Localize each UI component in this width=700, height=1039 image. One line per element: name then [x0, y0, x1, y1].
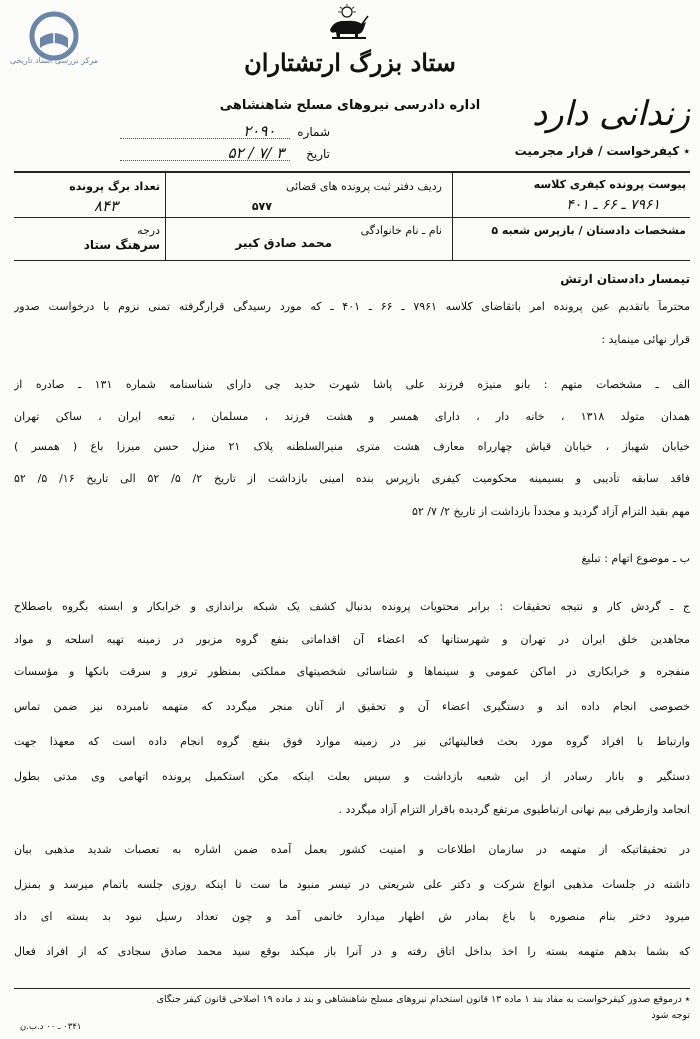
date-label: تاریخ: [306, 147, 330, 161]
rank-value: سرهنگ ستاد: [83, 238, 160, 252]
body-line: مهم بقید التزام آزاد گردید و مجدداً بازداشت از تاریخ ۲/ ۷/ ۵۲: [411, 505, 690, 518]
handwritten-title: زندانی دارد: [532, 94, 690, 134]
file-label: پیوست پرونده کیفری کلاسه: [533, 178, 686, 191]
body-line: خیابان شهباز ، خیابان قیاش چهارراه معارف هشت متری منیرالسلطنه پلاک ۲۱ منزل حسن میرزا باغ ( همسر ): [14, 440, 690, 453]
registry-value: ۵۷۷: [251, 200, 272, 213]
body-line: فاقد سابقه تأدیبی و بسیمینه محکومیت کیفری بازپرس بنده امینی بازداشت از تاریخ ۲/ ۵/ ۵۲ الی تاریخ ۱۶/ ۵/ ۵۲: [14, 472, 690, 485]
watermark-text: مرکز بررسی اسناد تاریخی: [9, 56, 99, 65]
body-line: منفجره و خرابکاری در اماکن عمومی و سینماها و شناسائی شخصیتهای مملکتی بمنظور ترور و سرقت بانکها و مؤسسات: [14, 665, 690, 678]
body-line: خصوصی انجام داده اند و دستگیری اعضاء آن و تحقیق از آنان منجر میگردد که متهمه نامبرده نیز ضمن تماس: [14, 700, 690, 713]
body-line: که بشما بدهم متهمه بسته را اخذ بداخل اتاق رفته و در آنرا باز میکند بوقع سید محمد صادق سجادی که از افراد فعال: [14, 945, 690, 958]
body-line: در تحقیقاتیکه از متهمه در سازمان اطلاعات و امنیت کشور بعمل آمده ضمن اشاره به تعصبات شدید مذهبی بیان: [14, 843, 690, 856]
count-value: ۸۴۳: [93, 197, 118, 215]
footnote-line: توجه شود: [651, 1010, 690, 1021]
form-code: ۰۳۴۱ ـ ۰۰ د.ب.ن: [20, 1022, 82, 1032]
date-value: ۳ /۷ / ۵۲: [227, 144, 285, 162]
body-line: انجامد وازطرفی بیم نهانی ارتباطیوی مرتفع گردیده باقرار التزام آزاد میگردد .: [338, 803, 690, 816]
file-value: ۷۹۶۱ ـ ۶۶ ـ ۴۰۱: [566, 197, 660, 213]
rank-label: درجه: [137, 224, 160, 237]
lion-and-sun-emblem-icon: [322, 4, 372, 40]
body-line: ب ـ موضوع اتهام : تبلیغ: [581, 552, 690, 565]
body-line: قرار نهائی مینماید :: [601, 333, 690, 346]
footer-divider: [14, 988, 690, 989]
name-label: نام ـ نام خانوادگی: [360, 224, 442, 237]
registry-label: ردیف دفتر ثبت پرونده های قضائی: [285, 180, 442, 193]
number-label: شماره: [297, 125, 330, 139]
addressee: تیمسار دادستان ارتش: [560, 272, 690, 286]
body-line: مجاهدین خلق ایران در تهران و شهرستانها که اعضاء آن اقداماتی بنفع گروه مزبور در زمینه تهیه اسلحه و مواد: [14, 633, 690, 646]
count-label: تعداد برگ پرونده: [69, 180, 160, 193]
department-title: اداره دادرسی نیروهای مسلح شاهنشاهی: [219, 98, 481, 113]
body-line: میرود دختر بنام منصوره با باغ بمادر ش اظهار میدارد خانمی آمد و چون تعداد رسیل نبود بد بسته ای داد: [14, 910, 690, 923]
body-line: همدان متولد ۱۳۱۸ ، خانه دار ، دارای همسر و هشت فرزند ، مسلمان ، تبعه ایران ، ساکن تهران: [14, 410, 690, 423]
body-line: ج ـ گردش کار و نتیجه تحقیقات : برابر محتویات پرونده بدنبال کشف یک شبکه براندازی و خرابکار و ابسته بگروه باصطلاح: [14, 600, 690, 613]
footnote-line: ٭ درموقع صدور کیفرخواست به مفاد بند ۱ ماده ۱۳ قانون استخدام نیروهای مسلح شاهنشاهی و بند د ماده ۱۹ اصلاحی قانون کیفر جنگای: [156, 994, 690, 1005]
body-line: الف ـ مشخصات متهم : بانو منیژه فرزند علی پاشا شهرت حدید چی دارای شناسنامه شماره ۱۳۱ ـ صادره از: [14, 378, 690, 391]
investigator-label: مشخصات دادستان / بازپرس شعبه ۵: [491, 224, 686, 237]
body-line: داشته در جلسات مذهبی انواع شرکت و دکتر علی شریعتی در تیسر منبود ما ست تا اینکه روزی جلسه باتمام میرسد و بمنزل: [14, 878, 690, 891]
organization-title: ستاد بزرگ ارتشتاران: [244, 48, 456, 77]
body-line: دستگیر و بانار رسادر از این شعبه بازداشت و سپس بعلت اینکه مکن استکمیل پرونده اتهامی وی مدتی بطول: [14, 770, 690, 783]
body-line: محترماً باتقدیم عین پرونده امر باتقاضای کلاسه ۷۹۶۱ ـ ۶۶ ـ ۴۰۱ ـ که مورد رسیدگی قرارگرفته تمنی نزوم با درخواست صدور: [14, 300, 690, 313]
name-value: محمد صادق کبیر: [235, 236, 332, 250]
number-value: ۲۰۹۰: [243, 122, 276, 140]
indictment-type: ٭ کیفرخواست / قرار مجرمیت: [514, 144, 690, 158]
body-line: وارتباط با افراد گروه مورد بحث فعالیتهائی نیز در زمینه موارد فوق بنفع گروه انجام داده است که معهذا جهت: [14, 735, 690, 748]
